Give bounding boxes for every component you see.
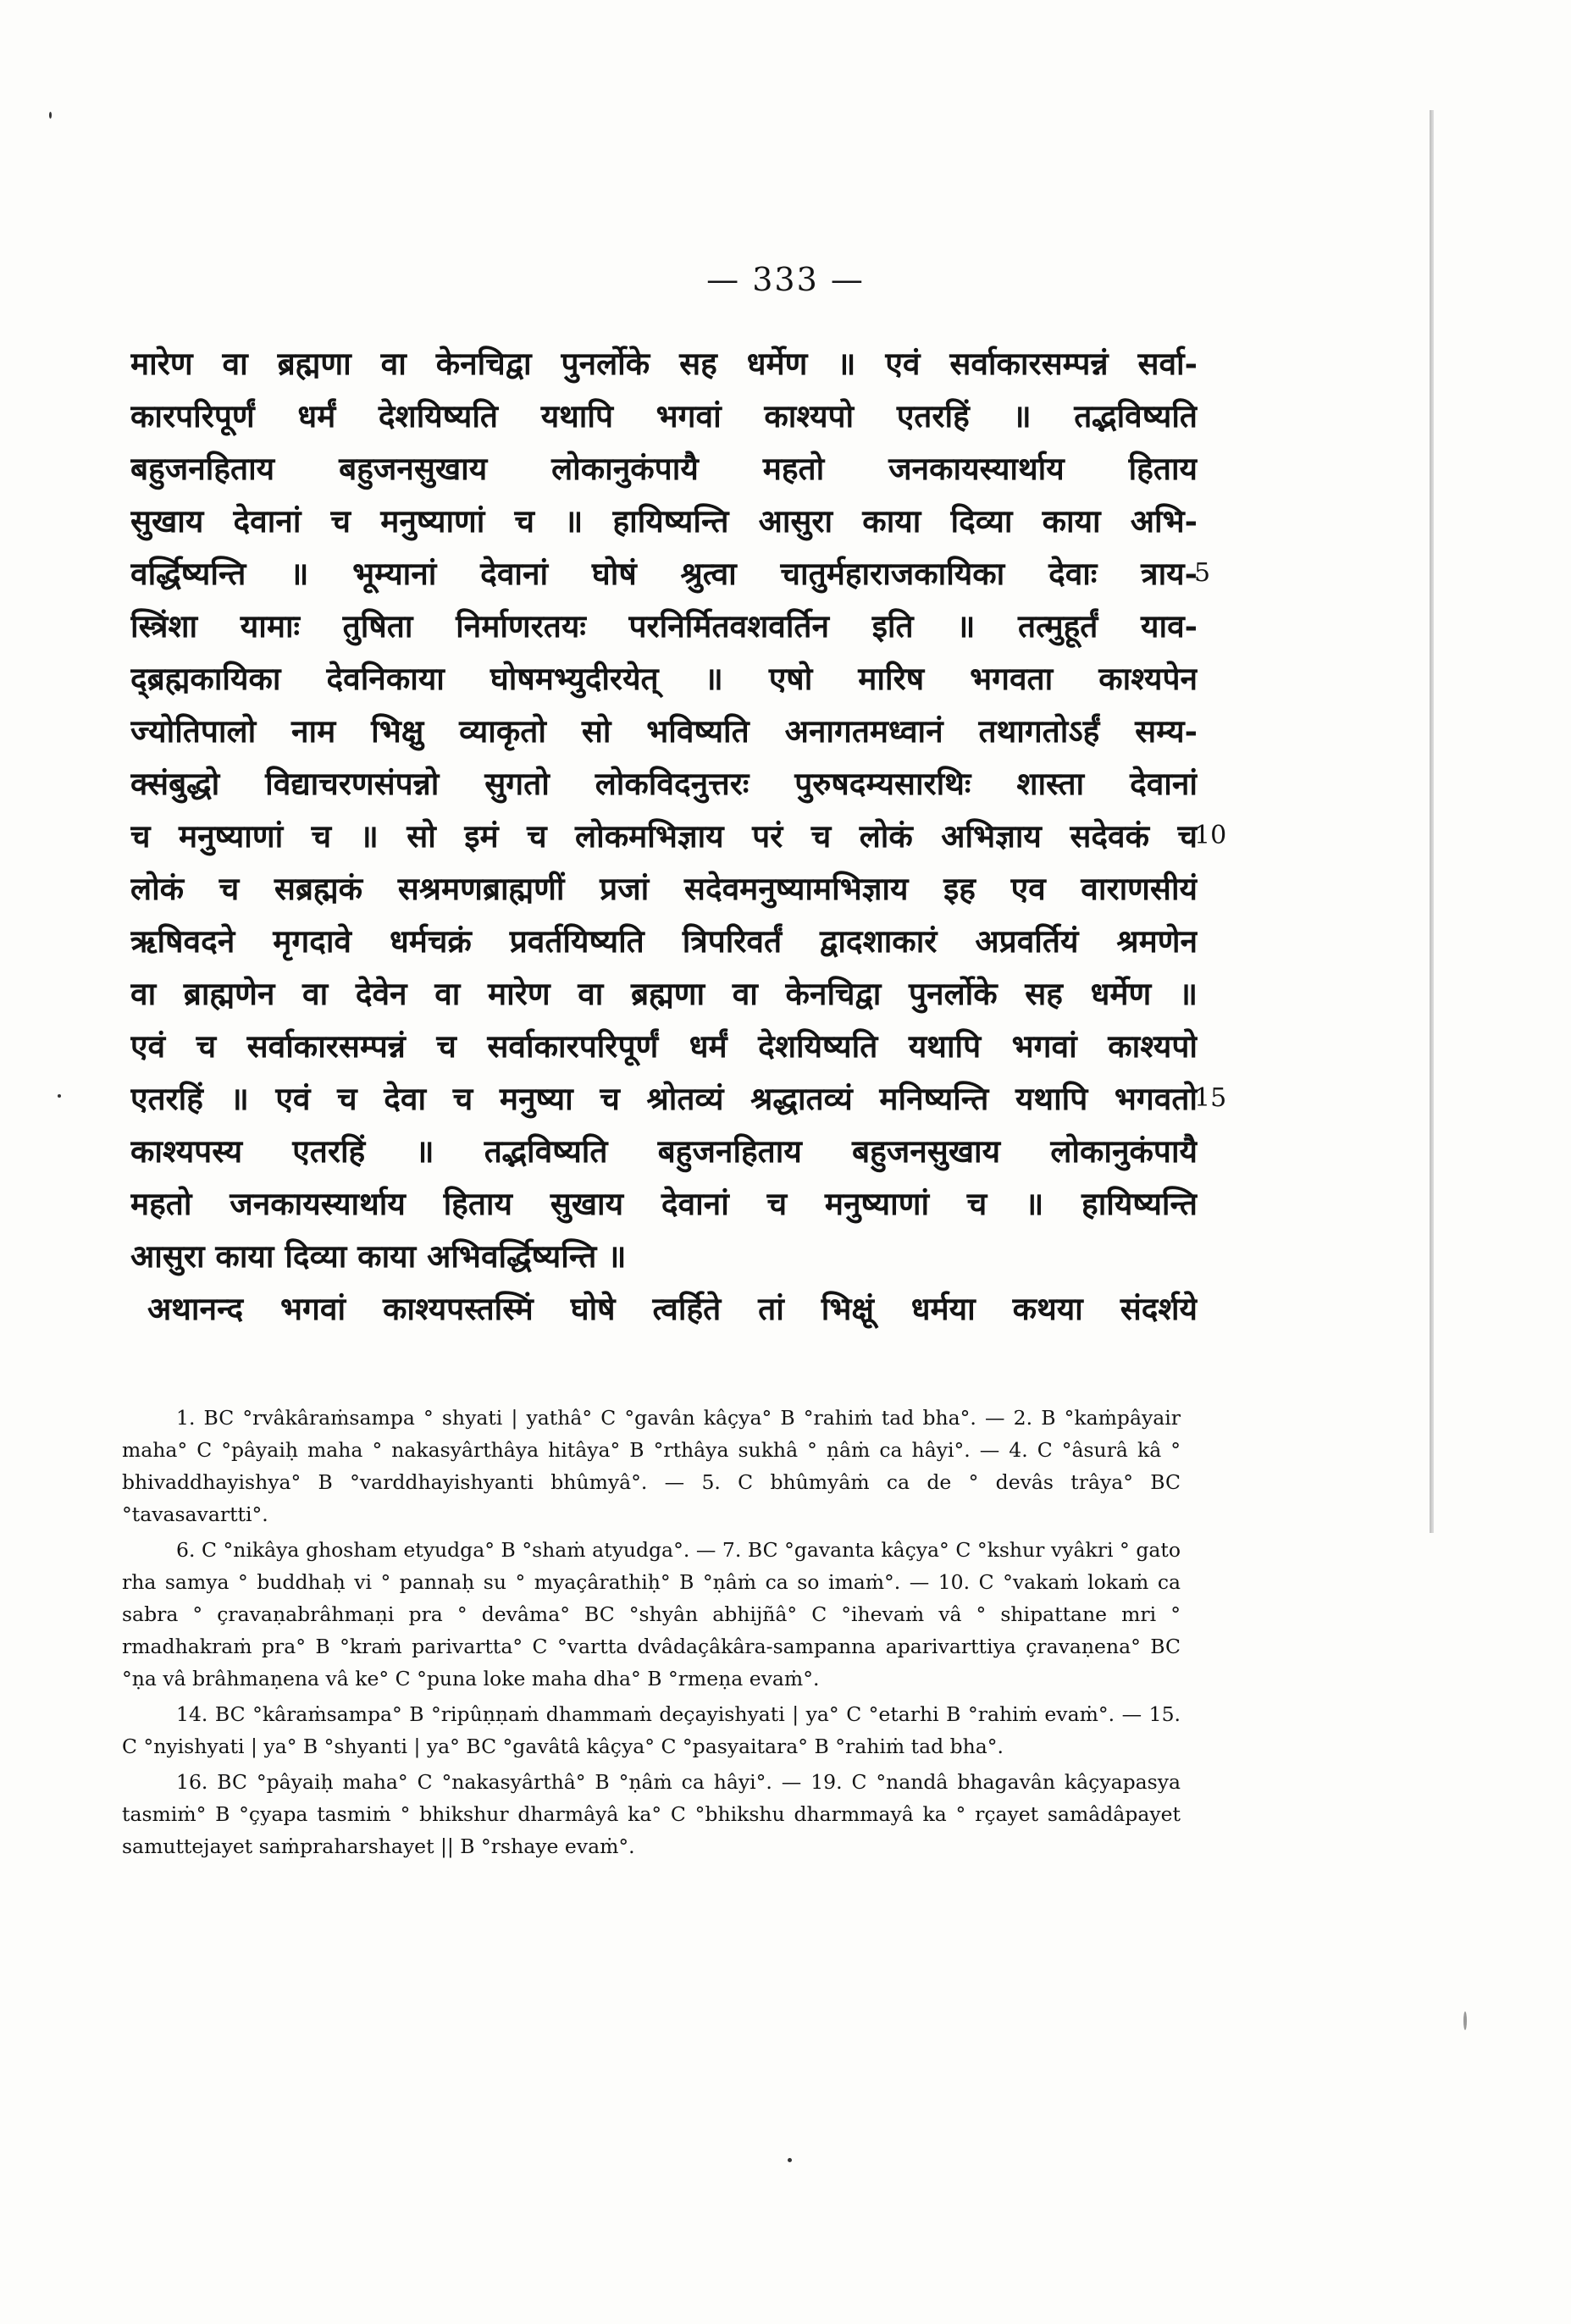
text-line: क्संबुद्धो विद्याचरणसंपन्नो सुगतो लोकविदनुत्तरः पुरुषदम्यसारथिः शास्ता देवानां (130, 765, 1198, 802)
text-line: वा ब्राह्मणेन वा देवेन वा मारेण वा ब्रह्मणा वा केनचिद्वा पुनर्लोके सह धर्मेण ॥ (130, 975, 1198, 1012)
text-line: एवं च सर्वाकारसम्पन्नं च सर्वाकारपरिपूर्णं धर्मं देशयिष्यति यथापि भगवां काश्यपो (130, 1027, 1198, 1065)
text-line: लोकं च सब्रह्मकं सश्रमणब्राह्मणीं प्रजां सदेवमनुष्यामभिज्ञाय इह एव वाराणसीयं (130, 870, 1198, 907)
footnote-paragraph: 6. C °nikâya ghosham etyudga° B °shaṁ atyudga°. — 7. BC °gavanta kâçya° C °kshur vyâkri ° gato rha samya ° buddhaḥ vi ° pannaḥ su ° myaçârathiḥ° B °ṇâṁ ca so imaṁ°. — 10. C °vakaṁ lokaṁ ca sabra ° çravaṇabrâhmaṇi pra ° devâma° BC °shyân abhijñâ° C °ihevaṁ vâ ° shipattane mri ° rmadhakraṁ pra° B °kraṁ parivartta° C °vartta dvâdaçâkâra-sampanna aparivarttiya çravaṇena° BC °ṇa vâ brâhmaṇena vâ ke° C °puna loke maha dha° B °rmeṇa evaṁ°. (122, 1538, 1181, 1690)
paper-speck (788, 2158, 792, 2162)
footnote-paragraph: 14. BC °kâraṁsampa° B °ripûṇṇaṁ dhammaṁ deçayishyati | ya° C °etarhi B °rahiṁ evaṁ°. — 15. C °nyishyati | ya° B °shyanti | ya° BC °gavâtâ kâçya° C °pasyaitara° B °rahiṁ tad bha°. (122, 1702, 1181, 1758)
line-number-margin: 10 (1194, 821, 1227, 850)
line-number-margin: 15 (1194, 1083, 1227, 1113)
text-line: मारेण वा ब्रह्मणा वा केनचिद्वा पुनर्लोके सह धर्मेण ॥ एवं सर्वाकारसम्पन्नं सर्वा- (130, 345, 1198, 382)
text-line: सुखाय देवानां च मनुष्याणां च ॥ हायिष्यन्ति आसुरा काया दिव्या काया अभि- (130, 502, 1198, 540)
text-line: ऋषिवदने मृगदावे धर्मचक्रं प्रवर्तयिष्यति त्रिपरिवर्तं द्वादशाकारं अप्रवर्तियं श्रमणेन (130, 922, 1198, 960)
text-line: कारपरिपूर्णं धर्मं देशयिष्यति यथापि भगवां काश्यपो एतरहिं ॥ तद्भविष्यति (130, 397, 1198, 434)
sanskrit-main-text (130, 337, 1198, 1335)
critical-apparatus-footnotes (122, 1402, 1181, 1866)
text-line: वर्द्धिष्यन्ति ॥ भूम्यानां देवानां घोषं श्रुत्वा चातुर्महाराजकायिका देवाः त्राय- (130, 555, 1198, 592)
page-number: — 333 — (706, 261, 865, 298)
paper-speck (58, 1094, 61, 1098)
line-number-margin: 5 (1194, 558, 1211, 588)
text-line: एतरहिं ॥ एवं च देवा च मनुष्या च श्रोतव्यं श्रद्धातव्यं मनिष्यन्ति यथापि भगवतो (130, 1080, 1198, 1117)
text-line: स्त्रिंशा यामाः तुषिता निर्माणरतयः परनिर्मितवशवर्तिन इति ॥ तत्मुहूर्तं याव- (130, 607, 1198, 645)
text-line: च मनुष्याणां च ॥ सो इमं च लोकमभिज्ञाय परं च लोकं अभिज्ञाय सदेवकं च (130, 817, 1198, 855)
text-line: महतो जनकायस्यार्थाय हिताय सुखाय देवानां च मनुष्याणां च ॥ हायिष्यन्ति (130, 1185, 1198, 1222)
text-line: अथानन्द भगवां काश्यपस्तस्मिं घोषे त्वर्हिते तां भिक्षूं धर्मया कथया संदर्शये (147, 1290, 1198, 1327)
text-line: द्ब्रह्मकायिका देवनिकाया घोषमभ्युदीरयेत् ॥ एषो मारिष भगवता काश्यपेन (130, 660, 1198, 697)
footnote-paragraph: 1. BC °rvâkâraṁsampa ° shyati | yathâ° C °gavân kâçya° B °rahiṁ tad bha°. — 2. B °kaṁpâyair maha° C °pâyaiḥ maha ° nakasyârthâya hitâya° B °rthâya sukhâ ° ṇâṁ ca hâyi°. — 4. C °âsurâ kâ ° bhivaddhayishya° B °varddhayishyanti bhûmyâ°. — 5. C bhûmyâṁ ca de ° devâs trâya° BC °tavasavartti°. (122, 1406, 1181, 1526)
page-binding-edge (1430, 110, 1434, 1533)
text-line: बहुजनहिताय बहुजनसुखाय लोकानुकंपायै महतो जनकायस्यार्थाय हिताय (130, 450, 1198, 487)
paper-speck (49, 112, 52, 119)
paper-speck (1463, 2011, 1467, 2030)
text-line: ज्योतिपालो नाम भिक्षु व्याकृतो सो भविष्यति अनागतमध्वानं तथागतोऽर्हं सम्य- (130, 712, 1198, 750)
footnote-paragraph: 16. BC °pâyaiḥ maha° C °nakasyârthâ° B °ṇâṁ ca hâyi°. — 19. C °nandâ bhagavân kâçyapasya tasmiṁ° B °çyapa tasmiṁ ° bhikshur dharmâyâ ka° C °bhikshu dharmmayâ ka ° rçayet samâdâpayet samuttejayet saṁpraharshayet || B °rshaye evaṁ°. (122, 1770, 1181, 1858)
text-line: आसुरा काया दिव्या काया अभिवर्द्धिष्यन्ति ॥ (130, 1237, 627, 1275)
text-line: काश्यपस्य एतरहिं ॥ तद्भविष्यति बहुजनहिताय बहुजनसुखाय लोकानुकंपायै (130, 1132, 1198, 1170)
